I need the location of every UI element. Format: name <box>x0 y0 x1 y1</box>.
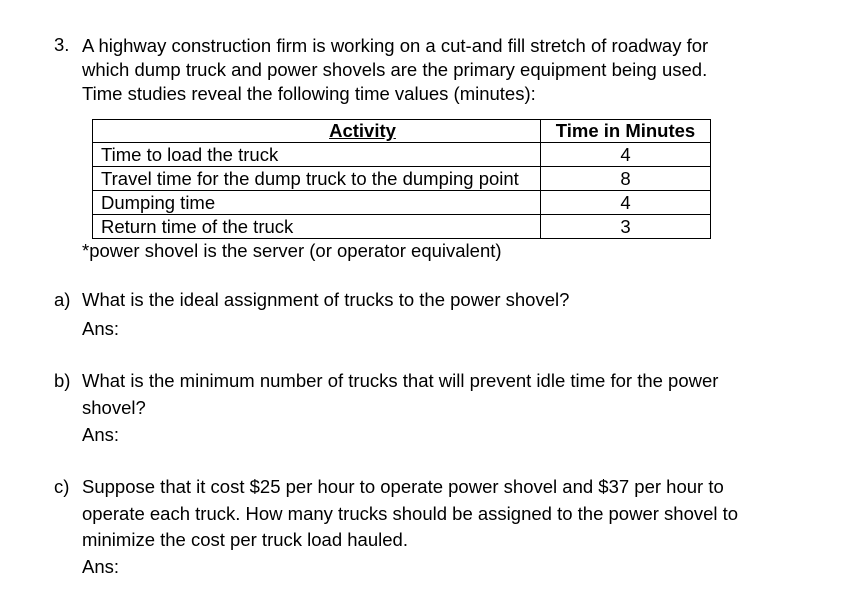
part-a-answer-label: Ans: <box>82 318 120 339</box>
part-c-answer-label: Ans: <box>82 556 120 577</box>
minutes-cell: 3 <box>541 215 711 239</box>
part-c-label: c) <box>54 476 70 497</box>
activity-cell: Dumping time <box>93 191 541 215</box>
table-header-row <box>93 120 711 143</box>
part-b-answer-label: Ans: <box>82 424 120 445</box>
activity-cell: Time to load the truck <box>93 143 541 167</box>
part-a-question: What is the ideal assignment of trucks to the power shovel? <box>82 289 570 310</box>
activity-header: Activity <box>93 120 541 143</box>
table-note: *power shovel is the server (or operator equivalent) <box>82 240 502 261</box>
minutes-cell: 4 <box>541 143 711 167</box>
part-c-question-line-2: operate each truck. How many trucks should be assigned to the power shovel to <box>82 503 739 524</box>
minutes-cell: 4 <box>541 191 711 215</box>
activity-cell: Travel time for the dump truck to the dumping point <box>93 167 541 191</box>
table-row <box>93 143 711 167</box>
time-values-table <box>92 119 711 239</box>
part-c-question-line-3: minimize the cost per truck load hauled. <box>82 529 408 550</box>
part-c-question-line-1: Suppose that it cost $25 per hour to operate power shovel and $37 per hour to <box>82 476 724 497</box>
activity-cell: Return time of the truck <box>93 215 541 239</box>
table-row <box>93 167 711 191</box>
minutes-cell: 8 <box>541 167 711 191</box>
question-intro-line-3: Time studies reveal the following time values (minutes): <box>82 83 536 104</box>
table-row <box>93 215 711 239</box>
minutes-header: Time in Minutes <box>541 120 711 143</box>
question-number: 3. <box>54 34 70 55</box>
question-intro-line-2: which dump truck and power shovels are the primary equipment being used. <box>82 59 708 80</box>
part-b-label: b) <box>54 370 71 391</box>
part-b-question-line-1: What is the minimum number of trucks that will prevent idle time for the power <box>82 370 719 391</box>
part-b-question-line-2: shovel? <box>82 397 146 418</box>
table-row <box>93 191 711 215</box>
part-a-label: a) <box>54 289 71 310</box>
question-intro-line-1: A highway construction firm is working on a cut-and fill stretch of roadway for <box>82 35 709 56</box>
